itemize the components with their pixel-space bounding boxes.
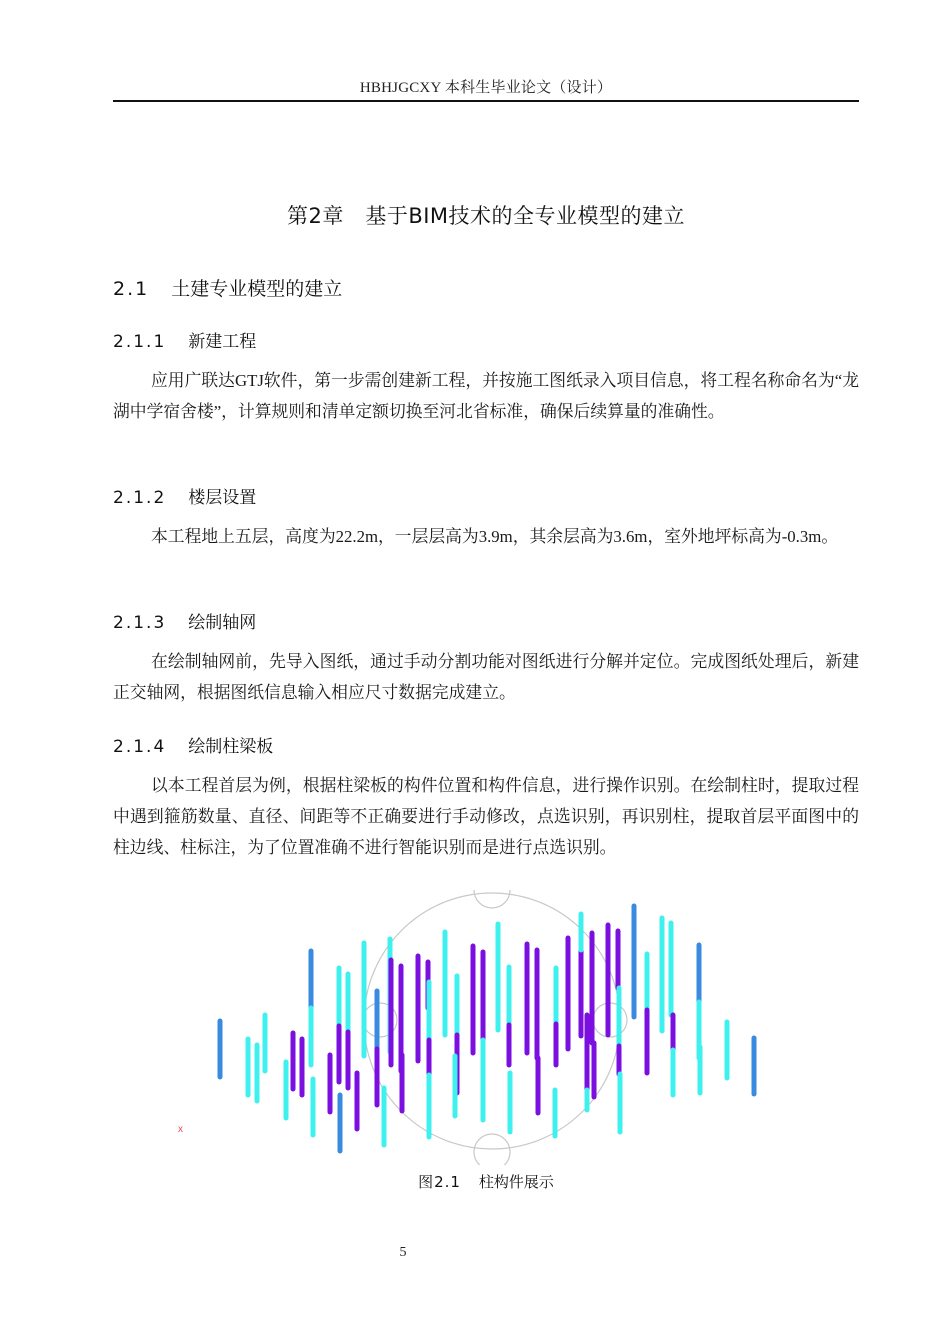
figure-caption bbox=[113, 1171, 859, 1192]
subsection-title: 绘制柱梁板 bbox=[188, 737, 274, 757]
figure-number: 图2.1 bbox=[418, 1173, 461, 1191]
subsection-heading-2-1-1 bbox=[113, 327, 256, 352]
section-title: 土建专业模型的建立 bbox=[171, 278, 343, 300]
subsection-number: 2.1.4 bbox=[113, 737, 167, 757]
paragraph-axis-grid: 在绘制轴网前，先导入图纸，通过手动分割功能对图纸进行分解并定位。完成图纸处理后，新建正交轴网，根据图纸信息输入相应尺寸数据完成建立。 bbox=[113, 652, 859, 702]
running-header: HBHJGCXY 本科生毕业论文（设计） bbox=[359, 80, 613, 96]
subsection-title: 楼层设置 bbox=[188, 488, 257, 508]
subsection-number: 2.1.2 bbox=[113, 488, 167, 508]
subsection-heading-2-1-3 bbox=[113, 608, 256, 633]
subsection-heading-2-1-4 bbox=[113, 732, 273, 757]
column-model-3d-view bbox=[170, 890, 770, 1165]
subsection-title: 新建工程 bbox=[188, 332, 257, 352]
subsection-title: 绘制轴网 bbox=[188, 613, 257, 633]
columns bbox=[220, 906, 754, 1151]
chapter-title: 第2章 基于BIM技术的全专业模型的建立 bbox=[286, 204, 686, 228]
figure-caption-text: 柱构件展示 bbox=[478, 1173, 554, 1191]
section-number: 2.1 bbox=[113, 278, 150, 300]
page-number: 5 bbox=[399, 1245, 407, 1260]
paragraph-floor-settings: 本工程地上五层，高度为22.2m，一层层高为3.9m，其余层高为3.6m，室外地坪标高为-0.3m。 bbox=[151, 527, 839, 546]
section-heading-2-1 bbox=[113, 274, 342, 301]
subsection-number: 2.1.3 bbox=[113, 613, 167, 633]
column-components-figure bbox=[170, 890, 770, 1165]
subsection-number: 2.1.1 bbox=[113, 332, 167, 352]
paragraph-columns-beams-slabs: 以本工程首层为例，根据柱梁板的构件位置和构件信息，进行操作识别。在绘制柱时，提取过程中遇到箍筋数量、直径、间距等不正确要进行手动修改，点选识别，再识别柱，提取首层平面图中的柱边线、柱标注，为了位置准确不进行智能识别而是进行点选识别。 bbox=[113, 776, 859, 857]
paragraph-new-project: 应用广联达GTJ软件，第一步需创建新工程，并按施工图纸录入项目信息，将工程名称命名为“龙湖中学宿舍楼”，计算规则和清单定额切换至河北省标准，确保后续算量的准确性。 bbox=[113, 371, 859, 421]
subsection-heading-2-1-2 bbox=[113, 483, 256, 508]
header-rule bbox=[113, 100, 859, 102]
axis-marker-x: x bbox=[178, 1124, 183, 1135]
